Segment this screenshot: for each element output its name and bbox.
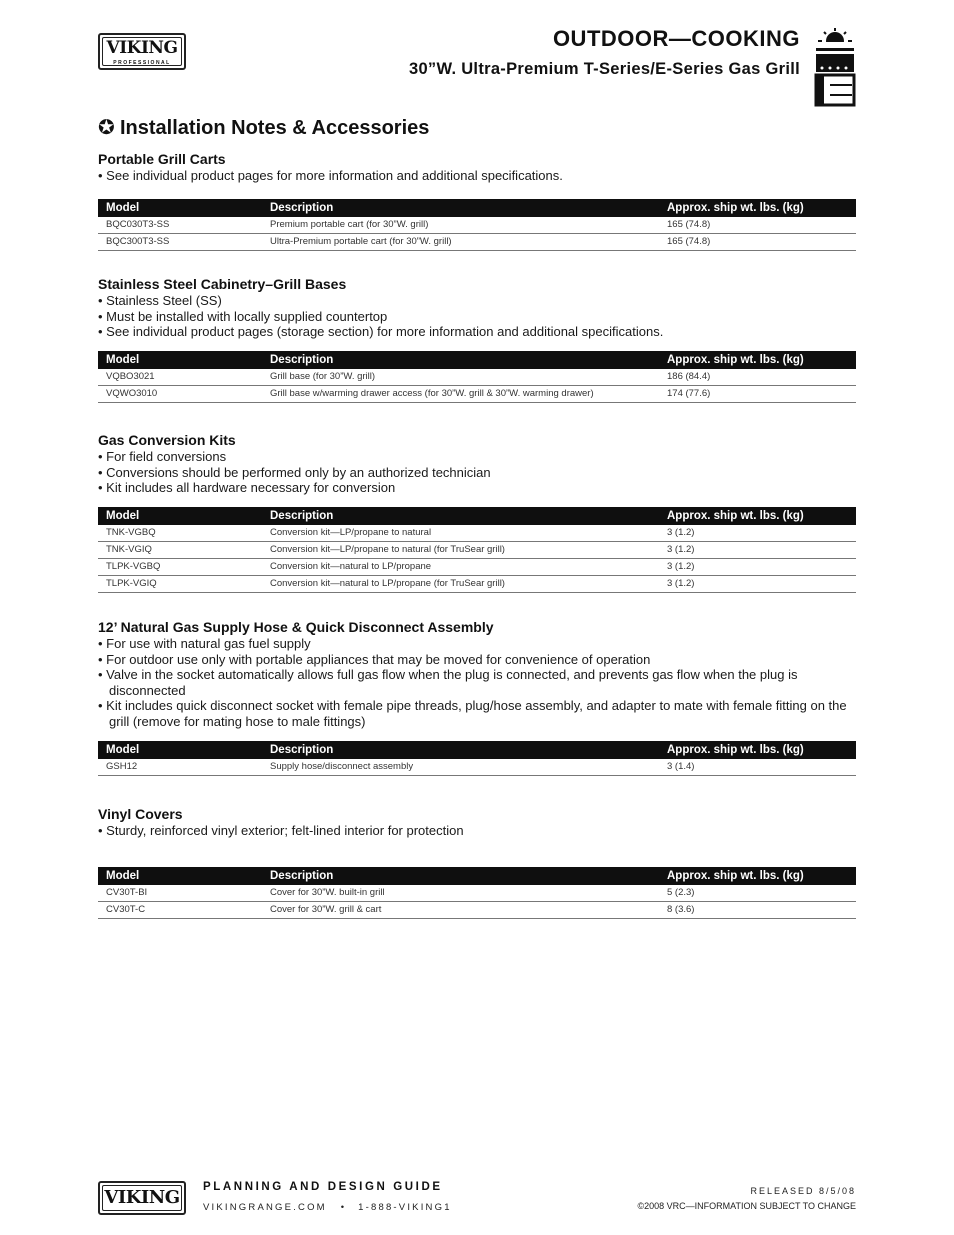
table-row xyxy=(98,217,856,234)
outdoor-grill-icon xyxy=(812,28,858,108)
bullet-item: • Valve in the socket automatically allows full gas flow when the plug is connected, and prevents gas flow when the plug is disconnected xyxy=(98,667,798,698)
footer-website: VIKINGRANGE.COM xyxy=(203,1202,327,1213)
bullet-item: • Kit includes all hardware necessary for conversion xyxy=(98,480,396,496)
footer-guide-title: PLANNING AND DESIGN GUIDE xyxy=(203,1181,443,1193)
cell-model: CV30T-BI xyxy=(106,887,148,898)
table-grill-bases xyxy=(98,351,856,403)
bullet-list-vinyl-covers xyxy=(98,823,856,839)
bullet-item: • Sturdy, reinforced vinyl exterior; felt-lined interior for protection xyxy=(98,823,464,838)
table-header xyxy=(98,741,856,759)
table-row xyxy=(98,885,856,902)
column-header-model: Model xyxy=(106,510,140,522)
section-title-vinyl-covers: Vinyl Covers xyxy=(98,806,183,822)
table-row xyxy=(98,902,856,919)
column-header-model: Model xyxy=(106,354,140,366)
cell-model: VQBO3021 xyxy=(106,371,155,382)
bullet-list-grill-carts xyxy=(98,168,856,184)
bullet-list-supply-hose xyxy=(98,636,856,730)
cell-weight: 3 (1.2) xyxy=(667,527,695,538)
cell-description: Conversion kit—natural to LP/propane xyxy=(270,561,432,572)
table-row xyxy=(98,369,856,386)
column-header-description: Description xyxy=(270,354,334,366)
bullet-item: • For field conversions xyxy=(98,449,227,464)
bullet-item: • Must be installed with locally supplied countertop xyxy=(98,308,388,324)
cell-weight: 174 (77.6) xyxy=(667,388,711,399)
cell-weight: 3 (1.2) xyxy=(667,561,695,572)
column-header-model: Model xyxy=(106,202,140,214)
cell-model: TLPK-VGBQ xyxy=(106,561,161,572)
table-row xyxy=(98,759,856,776)
cell-model: BQC300T3-SS xyxy=(106,236,170,247)
table-header xyxy=(98,507,856,525)
column-header-weight: Approx. ship wt. lbs. (kg) xyxy=(667,744,804,756)
bullet-list-grill-bases xyxy=(98,293,856,340)
bullet-item: • See individual product pages (storage section) for more information and additional specifications. xyxy=(98,324,664,340)
cell-description: Grill base w/warming drawer access (for 30”W. grill & 30”W. warming drawer) xyxy=(270,388,594,399)
cell-weight: 186 (84.4) xyxy=(667,371,711,382)
cell-description: Conversion kit—natural to LP/propane (for TruSear grill) xyxy=(270,578,505,589)
footer-copyright: ©2008 VRC—INFORMATION SUBJECT TO CHANGE xyxy=(637,1201,856,1211)
table-row xyxy=(98,542,856,559)
header-subtitle: 30”W. Ultra-Premium T-Series/E-Series Gas Grill xyxy=(408,60,800,78)
cell-description: Ultra-Premium portable cart (for 30”W. grill) xyxy=(270,236,452,247)
section-title-grill-carts: Portable Grill Carts xyxy=(98,151,226,167)
table-header xyxy=(98,351,856,369)
cell-weight: 3 (1.4) xyxy=(667,761,695,772)
footer-contact xyxy=(203,1202,452,1213)
logo-subtext: PROFESSIONAL xyxy=(113,60,171,66)
table-row xyxy=(98,576,856,593)
cell-model: VQWO3010 xyxy=(106,388,158,399)
column-header-model: Model xyxy=(106,744,140,756)
table-vinyl-covers xyxy=(98,867,856,919)
bullet-list-conversion-kits xyxy=(98,449,856,496)
section-title-conversion-kits: Gas Conversion Kits xyxy=(98,432,236,448)
cell-model: TNK-VGIQ xyxy=(106,544,152,555)
bullet-item: • Kit includes quick disconnect socket with female pipe threads, plug/hose assembly, and adapter to mate with female fitting on the grill (remove for mating hose to male fittings) xyxy=(98,698,847,729)
star-icon: ✪ xyxy=(98,117,115,139)
bullet-item: • See individual product pages for more information and additional specifications. xyxy=(98,168,563,183)
cell-description: Premium portable cart (for 30”W. grill) xyxy=(270,219,429,230)
header-title: OUTDOOR—COOKING xyxy=(552,26,800,51)
bullet-item: • For outdoor use only with portable appliances that may be moved for convenience of operation xyxy=(98,651,651,667)
footer-viking-logo xyxy=(98,1181,186,1215)
table-row xyxy=(98,559,856,576)
page-title-text: Installation Notes & Accessories xyxy=(120,117,430,139)
cell-weight: 8 (3.6) xyxy=(667,904,695,915)
cell-model: GSH12 xyxy=(106,761,138,772)
table-conversion-kits xyxy=(98,507,856,593)
column-header-weight: Approx. ship wt. lbs. (kg) xyxy=(667,202,804,214)
cell-weight: 165 (74.8) xyxy=(667,236,711,247)
cell-weight: 3 (1.2) xyxy=(667,578,695,589)
column-header-description: Description xyxy=(270,510,334,522)
bullet-item: • For use with natural gas fuel supply xyxy=(98,636,311,651)
column-header-description: Description xyxy=(270,870,334,882)
cell-description: Cover for 30”W. grill & cart xyxy=(270,904,382,915)
table-row xyxy=(98,525,856,542)
cell-description: Supply hose/disconnect assembly xyxy=(270,761,414,772)
column-header-description: Description xyxy=(270,202,334,214)
footer-release-date: RELEASED 8/5/08 xyxy=(750,1186,856,1196)
cell-description: Grill base (for 30”W. grill) xyxy=(270,371,376,382)
cell-model: CV30T-C xyxy=(106,904,146,915)
cell-weight: 5 (2.3) xyxy=(667,887,695,898)
table-header xyxy=(98,199,856,217)
section-title-supply-hose: 12’ Natural Gas Supply Hose & Quick Disconnect Assembly xyxy=(98,619,494,635)
column-header-description: Description xyxy=(270,744,334,756)
logo-wordmark: VIKING xyxy=(106,38,178,58)
footer-logo-wordmark: VIKING xyxy=(104,1187,180,1208)
table-row xyxy=(98,234,856,251)
cell-weight: 165 (74.8) xyxy=(667,219,711,230)
cell-model: BQC030T3-SS xyxy=(106,219,170,230)
cell-description: Cover for 30”W. built-in grill xyxy=(270,887,385,898)
cell-description: Conversion kit—LP/propane to natural xyxy=(270,527,432,538)
cell-model: TLPK-VGIQ xyxy=(106,578,157,589)
viking-logo xyxy=(98,33,186,70)
table-supply-hose xyxy=(98,741,856,776)
cell-weight: 3 (1.2) xyxy=(667,544,695,555)
cell-description: Conversion kit—LP/propane to natural (for TruSear grill) xyxy=(270,544,505,555)
footer-phone: 1-888-VIKING1 xyxy=(358,1202,452,1213)
table-header xyxy=(98,867,856,885)
section-title-grill-bases: Stainless Steel Cabinetry–Grill Bases xyxy=(98,276,347,292)
footer-separator: • xyxy=(340,1202,345,1213)
page-title xyxy=(98,115,429,140)
column-header-weight: Approx. ship wt. lbs. (kg) xyxy=(667,510,804,522)
table-grill-carts xyxy=(98,199,856,251)
bullet-item: • Conversions should be performed only by an authorized technician xyxy=(98,464,491,480)
table-row xyxy=(98,386,856,403)
column-header-model: Model xyxy=(106,870,140,882)
bullet-item: • Stainless Steel (SS) xyxy=(98,293,222,308)
column-header-weight: Approx. ship wt. lbs. (kg) xyxy=(667,870,804,882)
cell-model: TNK-VGBQ xyxy=(106,527,156,538)
column-header-weight: Approx. ship wt. lbs. (kg) xyxy=(667,354,804,366)
